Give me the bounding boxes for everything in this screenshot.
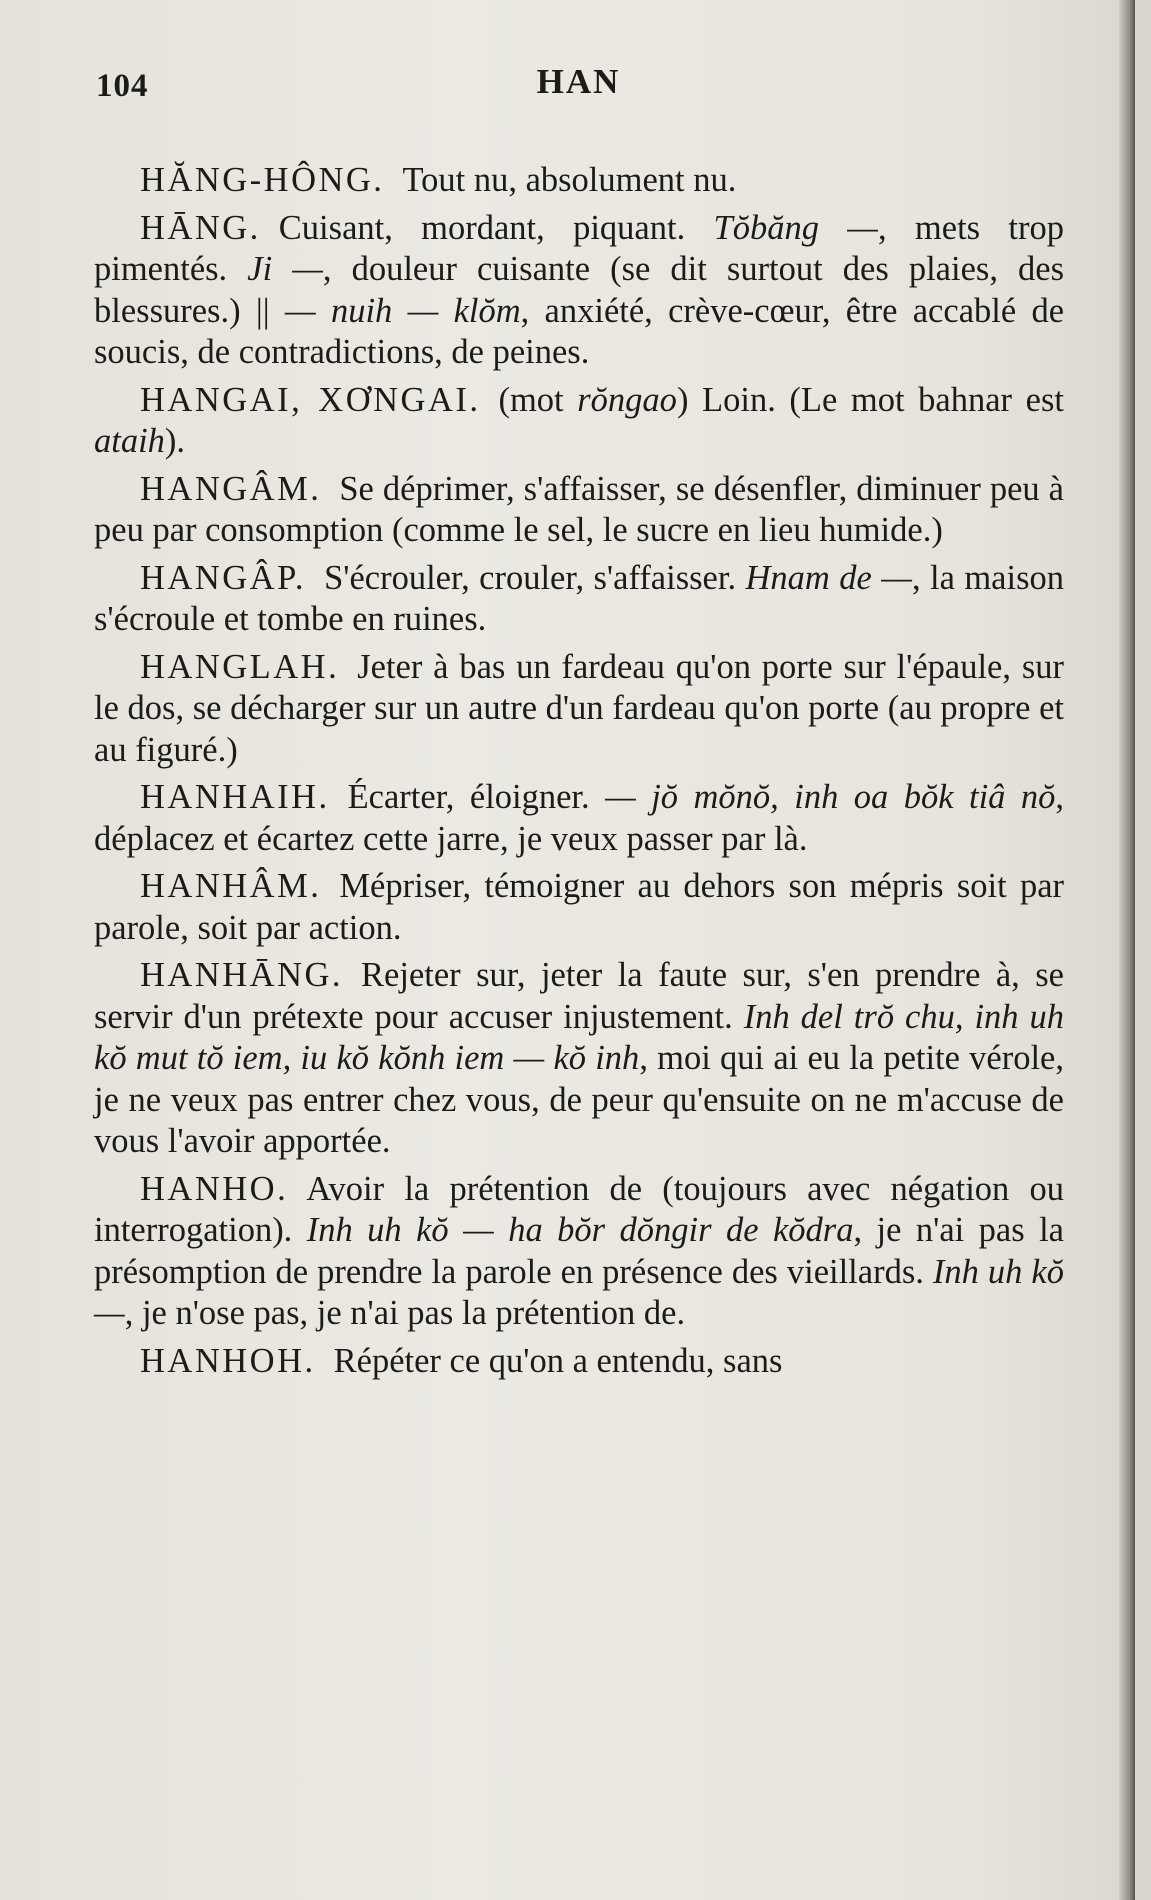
entry-definition: (mot [498, 380, 578, 419]
dictionary-entry [94, 380, 1064, 463]
entry-headword: HANHĀNG. [140, 956, 344, 994]
entry-headword: HANHAIH. [140, 778, 330, 816]
entry-definition: , déplacez et écartez cette jarre, je veux passer par là. [94, 778, 1064, 858]
entry-headword: HANGÂP. [140, 558, 307, 597]
entry-headword: HĀNG. [140, 208, 261, 247]
entry-headword: HANHOH. [140, 1341, 316, 1380]
entry-example: rŏngao [577, 380, 677, 419]
entry-definition: Écarter, éloigner. [347, 778, 606, 816]
entry-definition: Tout nu, absolument nu. [402, 161, 737, 199]
entry-headword: HANHÂM. [140, 867, 322, 905]
dictionary-entry [94, 208, 1064, 374]
entry-definition: ). [164, 422, 186, 460]
dictionary-entry [94, 558, 1064, 641]
dictionary-entry [94, 866, 1064, 949]
entry-example: Ji — [247, 250, 323, 288]
entry-example: ataih [94, 422, 165, 460]
entry-example: Inh uh kŏ — [94, 1252, 1064, 1332]
entry-definition: S'écrouler, crouler, s'affaisser. [324, 558, 746, 597]
entry-definition: Cuisant, mordant, piquant. [278, 208, 714, 247]
entry-list [94, 160, 1064, 1388]
entry-definition: Avoir la prétention de (toujours avec négation ou interrogation). [94, 1169, 1064, 1249]
entry-definition: Répéter ce qu'on a entendu, sans [333, 1341, 783, 1380]
dictionary-entry [94, 469, 1064, 552]
page-edge [1119, 0, 1135, 1900]
running-head [96, 62, 1061, 122]
dictionary-entry [94, 955, 1064, 1163]
entry-definition: Mépriser, témoigner au dehors son mépris soit par parole, soit par action. [94, 867, 1064, 947]
entry-headword: HANHO. [140, 1169, 289, 1208]
dictionary-entry [94, 647, 1064, 772]
entry-headword: HANGÂM. [140, 469, 322, 508]
dictionary-entry [94, 1169, 1064, 1335]
entry-headword: HANGLAH. [140, 647, 340, 686]
entry-definition: , anxiété, crève-cœur, être accablé de soucis, de contradictions, de peines. [94, 291, 1065, 371]
entry-definition: , mets trop pimentés. [94, 208, 1064, 288]
entry-definition: Jeter à bas un fardeau qu'on porte sur l'épaule, sur le dos, se décharger sur un autre d'un fardeau qu'on porte (au propre et au figuré.) [94, 647, 1064, 769]
entry-headword: HĂNG-HÔNG. [140, 161, 385, 199]
entry-definition: , je n'ose pas, je n'ai pas la prétention de. [124, 1294, 686, 1332]
entry-example: Inh del trŏ chu, inh uh kŏ mut tŏ iem, iu kŏ kŏnh iem — kŏ inh [94, 997, 1065, 1077]
page-number: 104 [96, 68, 149, 104]
header-word: HAN [536, 62, 621, 101]
entry-definition: ) Loin. (Le mot bahnar est [676, 380, 1064, 419]
entry-example: — nuih — klŏm [285, 291, 521, 330]
entry-definition: Rejeter sur, jeter la faute sur, s'en prendre à, se servir d'un prétexte pour accuser injustement. [94, 956, 1064, 1036]
entry-headword: HANGAI, XƠNGAI. [140, 380, 481, 419]
dictionary-entry [94, 160, 1064, 202]
entry-definition: , je n'ai pas la présomption de prendre la parole en présence des vieillards. [94, 1211, 1064, 1291]
entry-definition: , moi qui ai eu la petite vérole, je ne veux pas entrer chez vous, de peur qu'ensuite on ne m'accuse de vous l'avoir apportée. [94, 1039, 1064, 1160]
entry-definition: , la maison s'écroule et tombe en ruines. [94, 558, 1064, 638]
entry-example: Inh uh kŏ — ha bŏr dŏngir de kŏdra [306, 1211, 854, 1249]
entry-example: Tŏbăng — [713, 208, 878, 247]
dictionary-entry [94, 1341, 1064, 1383]
entry-definition: , douleur cuisante (se dit surtout des plaies, des blessures.) || [94, 250, 1064, 330]
entry-definition: Se déprimer, s'affaisser, se désenfler, diminuer peu à peu par consomption (comme le sel, le sucre en lieu humide.) [94, 469, 1064, 549]
entry-example: Hnam de — [745, 558, 912, 597]
entry-example: — jŏ mŏnŏ, inh oa bŏk tiâ nŏ [605, 778, 1056, 816]
dictionary-entry [94, 777, 1064, 860]
